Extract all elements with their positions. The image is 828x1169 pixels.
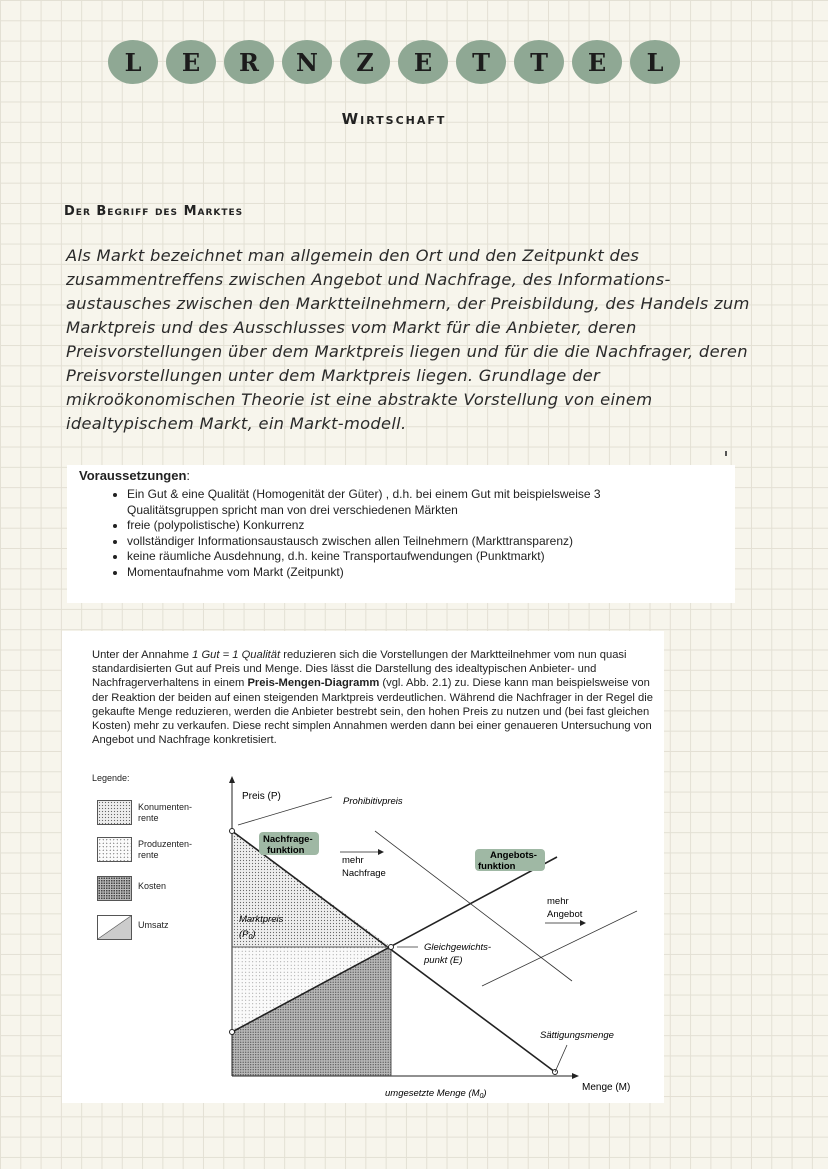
supply-start-point (230, 1030, 235, 1035)
prohibitive-price-point (230, 829, 235, 834)
angebotsfunktion-label-2: funktion (478, 861, 516, 872)
y-axis-label: Preis (P) (242, 791, 281, 802)
prerequisites-heading: Voraussetzungen: (79, 468, 191, 483)
section-heading: Der Begriff des Marktes (64, 204, 244, 219)
prerequisites-list (87, 487, 687, 580)
legend-label-costs: Kosten (138, 881, 167, 891)
angebotsfunktion-label-1: Angebots- (490, 850, 537, 861)
definition-text: Als Markt bezeichnet man allgemein den Ort und den Zeitpunkt des zusammentreffens zwischen Angebot und Nachfrage, des Informations-austausches zwischen den Marktteilnehmern, der Preisbildung, des Handels zum Marktpreis und des Ausschlusses vom Markt für die Anbieter, deren Preisvorstellungen über dem Marktpreis liegen und für die die Nachfrager, deren Preisvorstellungen unter dem Marktpreis liegen. Grundlage der mikroökonomischen Theorie ist eine abstrakte Vorstellung von einem idealtypischem Markt, ein Markt-modell. (66, 246, 750, 433)
list-item: • vollständiger Informationsaustausch zwischen allen Teilnehmern (Markttransparenz) (127, 534, 687, 550)
price-quantity-diagram (62, 631, 664, 1103)
mehr-angebot-label-2: Angebot (547, 909, 583, 920)
title-letter: E (398, 40, 448, 84)
nachfragefunktion-label-1: Nachfrage- (263, 834, 313, 845)
title-letters (108, 40, 680, 84)
title-letter: Z (340, 40, 390, 84)
title-letter: N (282, 40, 332, 84)
excerpt-paragraph: Unter der Annahme 1 Gut = 1 Qualität reduzieren sich die Vorstellungen der Marktteilnehmer vom nun quasi standardisierten Gut auf Preis und Menge. Dies lässt die Darstellung des idealtypischen Anbieter- und Nachfragerverhaltens in einem Preis-Mengen-Diagramm (vgl. Abb. 2.1) zu. Diese kann man beispielsweise von der Reaktion der beiden auf einen steigenden Marktpreis verdeutlichen. Während die Nachfrager in der Regel die gekaufte Menge reduzieren, werden die Anbieter bestrebt sein, den hohen Preis zu nutzen und (bei fast gleichen Kosten) mehr zu verkaufen. Diese recht simplen Annahmen werden dann bei einer genaueren Untersuchung von Angebot und Nachfrage konkretisiert. (92, 649, 653, 747)
list-item: • Ein Gut & eine Qualität (Homogenität der Güter) , d.h. bei einem Gut mit beispielsweise 3 Qualitätsgruppen spricht man von drei verschiedenen Märkten (127, 487, 687, 518)
title-letter: E (572, 40, 622, 84)
prohibitivpreis-label: Prohibitivpreis (343, 796, 403, 807)
more-demand-arrowhead (378, 849, 384, 855)
y-axis-arrow (229, 776, 235, 783)
textbook-excerpt (62, 631, 664, 1103)
title-letter: E (166, 40, 216, 84)
equilibrium-point (389, 945, 394, 950)
marktpreis-label: Marktpreis (239, 914, 284, 925)
nachfragefunktion-label-2: funktion (267, 845, 305, 856)
saettigung-label: Sättigungsmenge (540, 1030, 614, 1041)
more-supply-arrowhead (580, 920, 586, 926)
title-letter: T (456, 40, 506, 84)
list-item: • keine räumliche Ausdehnung, d.h. keine Transportaufwendungen (Punktmarkt) (127, 549, 687, 565)
x-axis-label: Menge (M) (582, 1082, 631, 1093)
legend-label-producer: Produzenten- rente (138, 839, 193, 860)
umgesetzte-menge-label: umgesetzte Menge $(M_0)$ (385, 1088, 487, 1100)
gleichgewicht-label-2: punkt (E) (424, 955, 463, 966)
margin-mark (725, 451, 727, 456)
x-axis-arrow (572, 1073, 579, 1079)
prerequisites-box (67, 465, 735, 603)
shifted-supply-line (482, 911, 637, 986)
mehr-angebot-label-1: mehr (547, 896, 569, 907)
saettigung-pointer (555, 1045, 567, 1072)
legend-label-consumer: Konumenten- rente (138, 802, 193, 823)
mehr-nachfrage-label-2: Nachfrage (342, 868, 386, 879)
subject-heading: Wirtschaft (341, 110, 447, 128)
title-letter: L (108, 40, 158, 84)
marktpreis-symbol: $(P_0)$ (239, 929, 256, 941)
title-letter: T (514, 40, 564, 84)
title-letter: L (630, 40, 680, 84)
legend-label-revenue: Umsatz (138, 920, 169, 930)
legend-title: Legende: (92, 773, 130, 783)
title-letter: R (224, 40, 274, 84)
list-item: • freie (polypolistische) Konkurrenz (127, 518, 687, 534)
mehr-nachfrage-label-1: mehr (342, 855, 364, 866)
gleichgewicht-label-1: Gleichgewichts- (424, 942, 492, 953)
list-item: • Momentaufnahme vom Markt (Zeitpunkt) (127, 565, 687, 581)
